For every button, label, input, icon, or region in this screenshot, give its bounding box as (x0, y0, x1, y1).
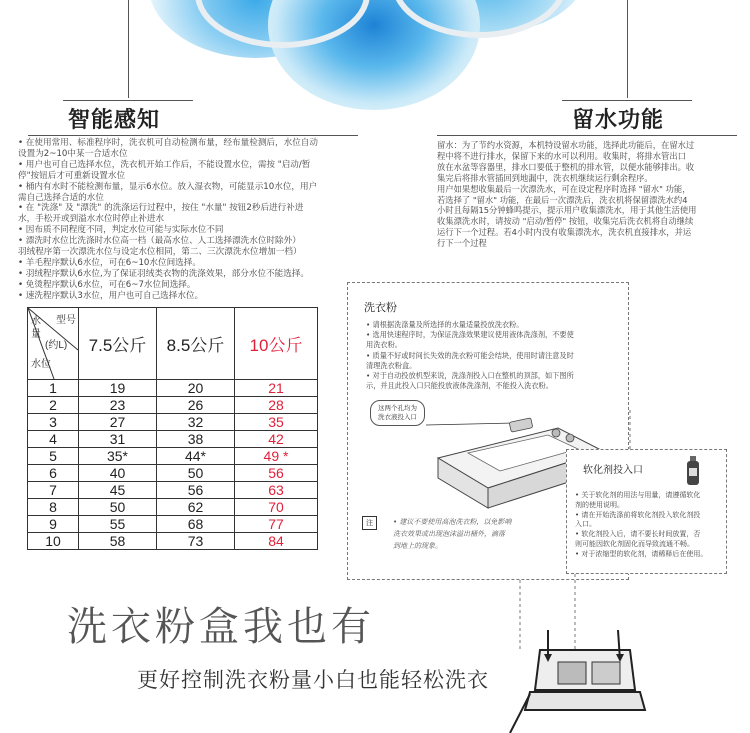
smart-line: • 漂洗时水位比洗涤时水位高一档（最高水位、人工选择漂洗水位时除外） (18, 236, 301, 247)
water-level-cell: 4 (28, 431, 79, 448)
corner-level-label: 水位 (31, 359, 51, 370)
softener-line: • 软化剂投入后，请不要长时间放置，否 (575, 530, 701, 539)
water-level-cell: 9 (28, 516, 79, 533)
volume-cell: 32 (157, 414, 235, 431)
volume-cell: 55 (79, 516, 157, 533)
volume-cell: 35* (79, 448, 157, 465)
volume-cell: 62 (157, 499, 235, 516)
detergent-line: 清理洗衣粉盒。 (366, 360, 417, 370)
smart-line: • 羽绒程序默认6水位,为了保证羽绒类衣物的洗涤效果，部分水位不能选择。 (18, 268, 310, 279)
detergent-line: • 质量不好或时间长失效的洗衣粉可能会结块，使用时请注意及时 (366, 350, 574, 360)
volume-cell: 58 (79, 533, 157, 550)
smart-line: • 羊毛程序默认6水位，可在6~10水位间选择。 (18, 257, 201, 268)
water-level-cell: 8 (28, 499, 79, 516)
corner-model-label: 型号 (56, 315, 76, 326)
volume-cell: 56 (157, 482, 235, 499)
volume-cell: 63 (235, 482, 318, 499)
volume-cell: 31 (79, 431, 157, 448)
water-level-cell: 10 (28, 533, 79, 550)
softener-title: 软化剂投入口 (583, 465, 643, 476)
volume-cell: 56 (235, 465, 318, 482)
retain-line: 集完后将排水管插回到地漏中，洗衣机继续运行剩余程序。 (437, 172, 653, 183)
volume-cell: 68 (157, 516, 235, 533)
softener-line: • 请在开始洗涤前将软化剂投入软化剂投 (575, 510, 701, 519)
smart-line: 羽绒程序第一次漂洗水位与设定水位相同，第二、三次漂洗水位增加一档） (18, 247, 302, 258)
smart-line: • 因布质不同程度不同，判定水位可能与实际水位不同 (18, 225, 224, 236)
volume-cell: 21 (235, 380, 318, 397)
smart-line: 设置为2~10中某一合适水位 (18, 148, 128, 159)
corner-unit-label: (约L) (45, 340, 68, 351)
smart-line: 水，手松开或到溢水水位时停止补进水 (18, 214, 165, 225)
volume-cell: 28 (235, 397, 318, 414)
smart-line: 停"按钮后才可重新设置水位 (18, 170, 126, 181)
volume-cell: 44* (157, 448, 235, 465)
retain-line: 留水：为了节约水资源，本机特设留水功能，选择此功能后，在留水过 (437, 140, 695, 150)
volume-cell: 73 (157, 533, 235, 550)
smart-line: • 免烫程序默认6水位，可在6~7水位间选择。 (18, 279, 196, 290)
volume-cell: 26 (157, 397, 235, 414)
smart-line: • 桶内有水时不能检测布量，显示6水位。放入湿衣物，可能显示10水位，用户 (18, 181, 318, 192)
volume-cell: 42 (235, 431, 318, 448)
detergent-drawer-illustration (500, 630, 650, 733)
water-level-cell: 6 (28, 465, 79, 482)
volume-cell: 70 (235, 499, 318, 516)
note-line: 洗衣效果或出现泡沫溢出桶外，滴落 (393, 530, 505, 538)
main-slogan: 洗衣粉盒我也有 (67, 604, 375, 650)
volume-cell: 49 * (235, 448, 318, 465)
softener-line: • 对于浓缩型的软化剂，请稀释后在使用。 (575, 549, 708, 558)
water-level-cell: 2 (28, 397, 79, 414)
smart-line: • 用户也可自己选择水位，洗衣机开始工作后，不能设置水位，需按 "启动/暂 (18, 159, 311, 170)
softener-line: 入口。 (575, 520, 596, 529)
sub-slogan: 更好控制洗衣粉量小白也能轻松洗衣 (137, 668, 489, 692)
note-line: • 建议不要使用高泡洗衣粉，以免影响 (393, 518, 512, 526)
volume-cell: 23 (79, 397, 157, 414)
volume-cell: 38 (157, 431, 235, 448)
retain-line: 小时且每隔15分钟蜂鸣提示，提示用户收集漂洗水，用于其他生活使用 (437, 205, 697, 216)
water-level-cell: 3 (28, 414, 79, 431)
volume-cell: 27 (79, 414, 157, 431)
header-8-5kg: 8.5公斤 (157, 308, 235, 380)
retain-line: 程中将不进行排水，保留下来的水可以利用。收集时，将排水管出口 (437, 150, 686, 161)
header-7-5kg: 7.5公斤 (79, 308, 157, 380)
header-10kg: 10公斤 (235, 308, 318, 380)
retain-line: 行下一个过程 (437, 238, 487, 249)
detergent-title: 洗衣粉 (364, 301, 397, 314)
softener-line: 则可能因软化剂固化而导致流通不畅。 (575, 539, 694, 548)
volume-cell: 19 (79, 380, 157, 397)
retain-line: 放在水盆等容器里，排水口要低于整机的排水管，以便水能够排出。收 (437, 161, 695, 172)
water-level-cell: 7 (28, 482, 79, 499)
detergent-line: • 选用快速程序时，为保证洗涤效果建议使用液体洗涤剂，不要使 (366, 330, 574, 340)
smart-line: • 在使用常用、标准程序时，洗衣机可自动检测布量，经布量检测后，水位自动 (18, 138, 318, 148)
callout-line: 这两个孔均为 (378, 404, 417, 412)
corner-water-label: 水 (31, 316, 41, 327)
volume-cell: 45 (79, 482, 157, 499)
softener-line: • 关于软化剂的用法与用量，请遵循软化 (575, 491, 701, 499)
volume-cell: 20 (157, 380, 235, 397)
callout-line: 洗衣液投入口 (378, 413, 417, 421)
smart-line: • 速洗程序默认3水位，用户也可自己选择水位。 (18, 290, 204, 301)
retain-line: 运行下一个过程。若4小时内没有收集漂洗水，洗衣机直接排水，并运 (437, 227, 692, 238)
detergent-line: 示，并且此投入口只能投放液体洗涤剂，不能投入洗衣粉。 (366, 381, 553, 391)
smart-line: 需自己选择合适的水位 (18, 192, 104, 203)
detergent-line: • 对于自动投放机型来说，洗涤剂投入口在整机的顶部，如下图所 (366, 371, 574, 381)
volume-cell: 77 (235, 516, 318, 533)
softener-line: 剂的使用说明。 (575, 500, 624, 509)
corner-volume-label: 量 (31, 329, 41, 340)
retain-line: 用户如果想收集最后一次漂洗水，可在设定程序时选择 "留水" 功能， (437, 183, 691, 194)
volume-cell: 50 (157, 465, 235, 482)
water-retention-title: 留水功能 (572, 108, 665, 133)
smart-sensing-title: 智能感知 (68, 108, 161, 133)
smart-line: • 在 "洗涤" 及 "漂洗" 的洗涤运行过程中，按住 "水量" 按钮2秒后进行补进 (18, 203, 304, 214)
retain-line: 收集漂洗水时，请按动 "启动/暂停" 按钮，收集完后洗衣机将自动继续 (437, 216, 694, 227)
volume-cell: 35 (235, 414, 318, 431)
retain-line: 若选择了 "留水" 功能，在最后一次漂洗后，洗衣机将保留漂洗水约4 (437, 194, 688, 205)
detergent-line: • 请根据洗涤量及所选择的水量适量投放洗衣粉。 (366, 320, 524, 329)
volume-cell: 40 (79, 465, 157, 482)
volume-cell: 84 (235, 533, 318, 550)
note-tag: 注 (362, 516, 377, 530)
volume-cell: 50 (79, 499, 157, 516)
note-line: 到地上的现象。 (393, 542, 442, 550)
water-level-cell: 5 (28, 448, 79, 465)
water-level-cell: 1 (28, 380, 79, 397)
detergent-line: 用洗衣粉。 (366, 340, 402, 350)
